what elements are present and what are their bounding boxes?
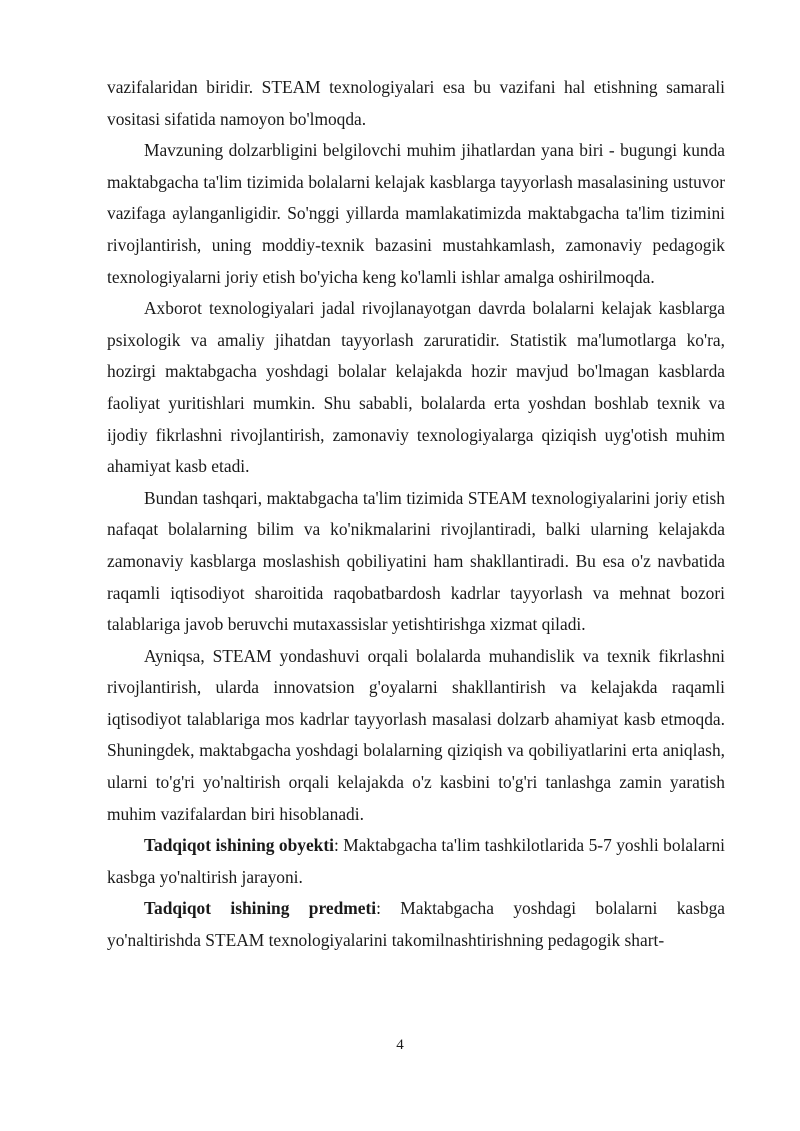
research-object-label: Tadqiqot ishining obyekti [144,835,334,856]
paragraph-relevance [107,135,725,293]
paragraph-text: Mavzuning dolzarbligini belgilovchi muhim jihatlardan yana biri - bugungi kunda maktabgacha ta'lim tizimida bolalarni kelajak kasblarga tayyorlash masalasining ustuvor vazifaga aylanganligidir. So'nggi yillarda mamlakatimizda maktabgacha ta'lim tizimini rivojlantirish, uning moddiy-texnik bazasini mustahkamlash, zamonaviy pedagogik texnologiyalarni joriy etish bo'yicha keng ko'lamli ishlar amalga oshirilmoqda. [107,140,725,287]
paragraph-continuation [107,72,725,135]
paragraph-steam-approach [107,641,725,831]
paragraph-text: Ayniqsa, STEAM yondashuvi orqali bolalarda muhandislik va texnik fikrlashni rivojlantirish, ularda innovatsion g'oyalarni shakllantirish va kelajakda raqamli iqtisodiyot talablariga mos kadrlar tayyorlash masalasi dolzarb ahamiyat kasb etmoqda. Shuningdek, maktabgacha yoshdagi bolalarning qiziqish va qobiliyatlarini erta aniqlash, ularni to'g'ri yo'naltirish orqali kelajakda o'z kasbini to'g'ri tanlashga zamin yaratish muhim vazifalardan biri hisoblanadi. [107,645,725,824]
research-subject-label: Tadqiqot ishining predmeti [144,898,377,919]
paragraph-research-subject [107,893,725,956]
paragraph-research-object [107,830,725,893]
page-body [107,72,725,957]
paragraph-text: : Maktabgacha ta'lim tashkilotlarida 5-7 yoshli bolalarni kasbga yo'naltirish jarayoni. [107,835,725,887]
paragraph-information-technologies [107,293,725,483]
paragraph-text: : Maktabgacha yoshdagi bolalarni kasbga yo'naltirishda STEAM texnologiyalarini takomilnashtirishning pedagogik shart- [107,898,726,951]
paragraph-text: Axborot texnologiyalari jadal rivojlanayotgan davrda bolalarni kelajak kasblarga psixologik va amaliy jihatdan tayyorlash zaruratidir. Statistik ma'lumotlarga ko'ra, hozirgi maktabgacha yoshdagi bolalar kelajakda hozir mavjud bo'lmagan kasblarda faoliyat yuritishlari mumkin. Shu sababli, bolalarda erta yoshdan boshlab texnik va ijodiy fikrlashni rivojlantirish, zamonaviy texnologiyalarga qiziqish uyg'otish muhim ahamiyat kasb etadi. [107,298,725,477]
paragraph-text: vazifalaridan biridir. STEAM texnologiyalari esa bu vazifani hal etishning samarali vositasi sifatida namoyon bo'lmoqda. [107,77,725,129]
page-number: 4 [396,1037,404,1053]
paragraph-text: Bundan tashqari, maktabgacha ta'lim tizimida STEAM texnologiyalarini joriy etish nafaqat bolalarning bilim va ko'nikmalarini rivojlantiradi, balki ularning kelajakda zamonaviy kasblarga moslashish qobiliyatini ham shakllantiradi. Bu esa o'z navbatida raqamli iqtisodiyot sharoitida raqobatbardosh kadrlar tayyorlash va mehnat bozori talablariga javob beruvchi mutaxassislar yetishtirishga xizmat qiladi. [107,487,725,635]
paragraph-steam-benefits [107,483,725,641]
